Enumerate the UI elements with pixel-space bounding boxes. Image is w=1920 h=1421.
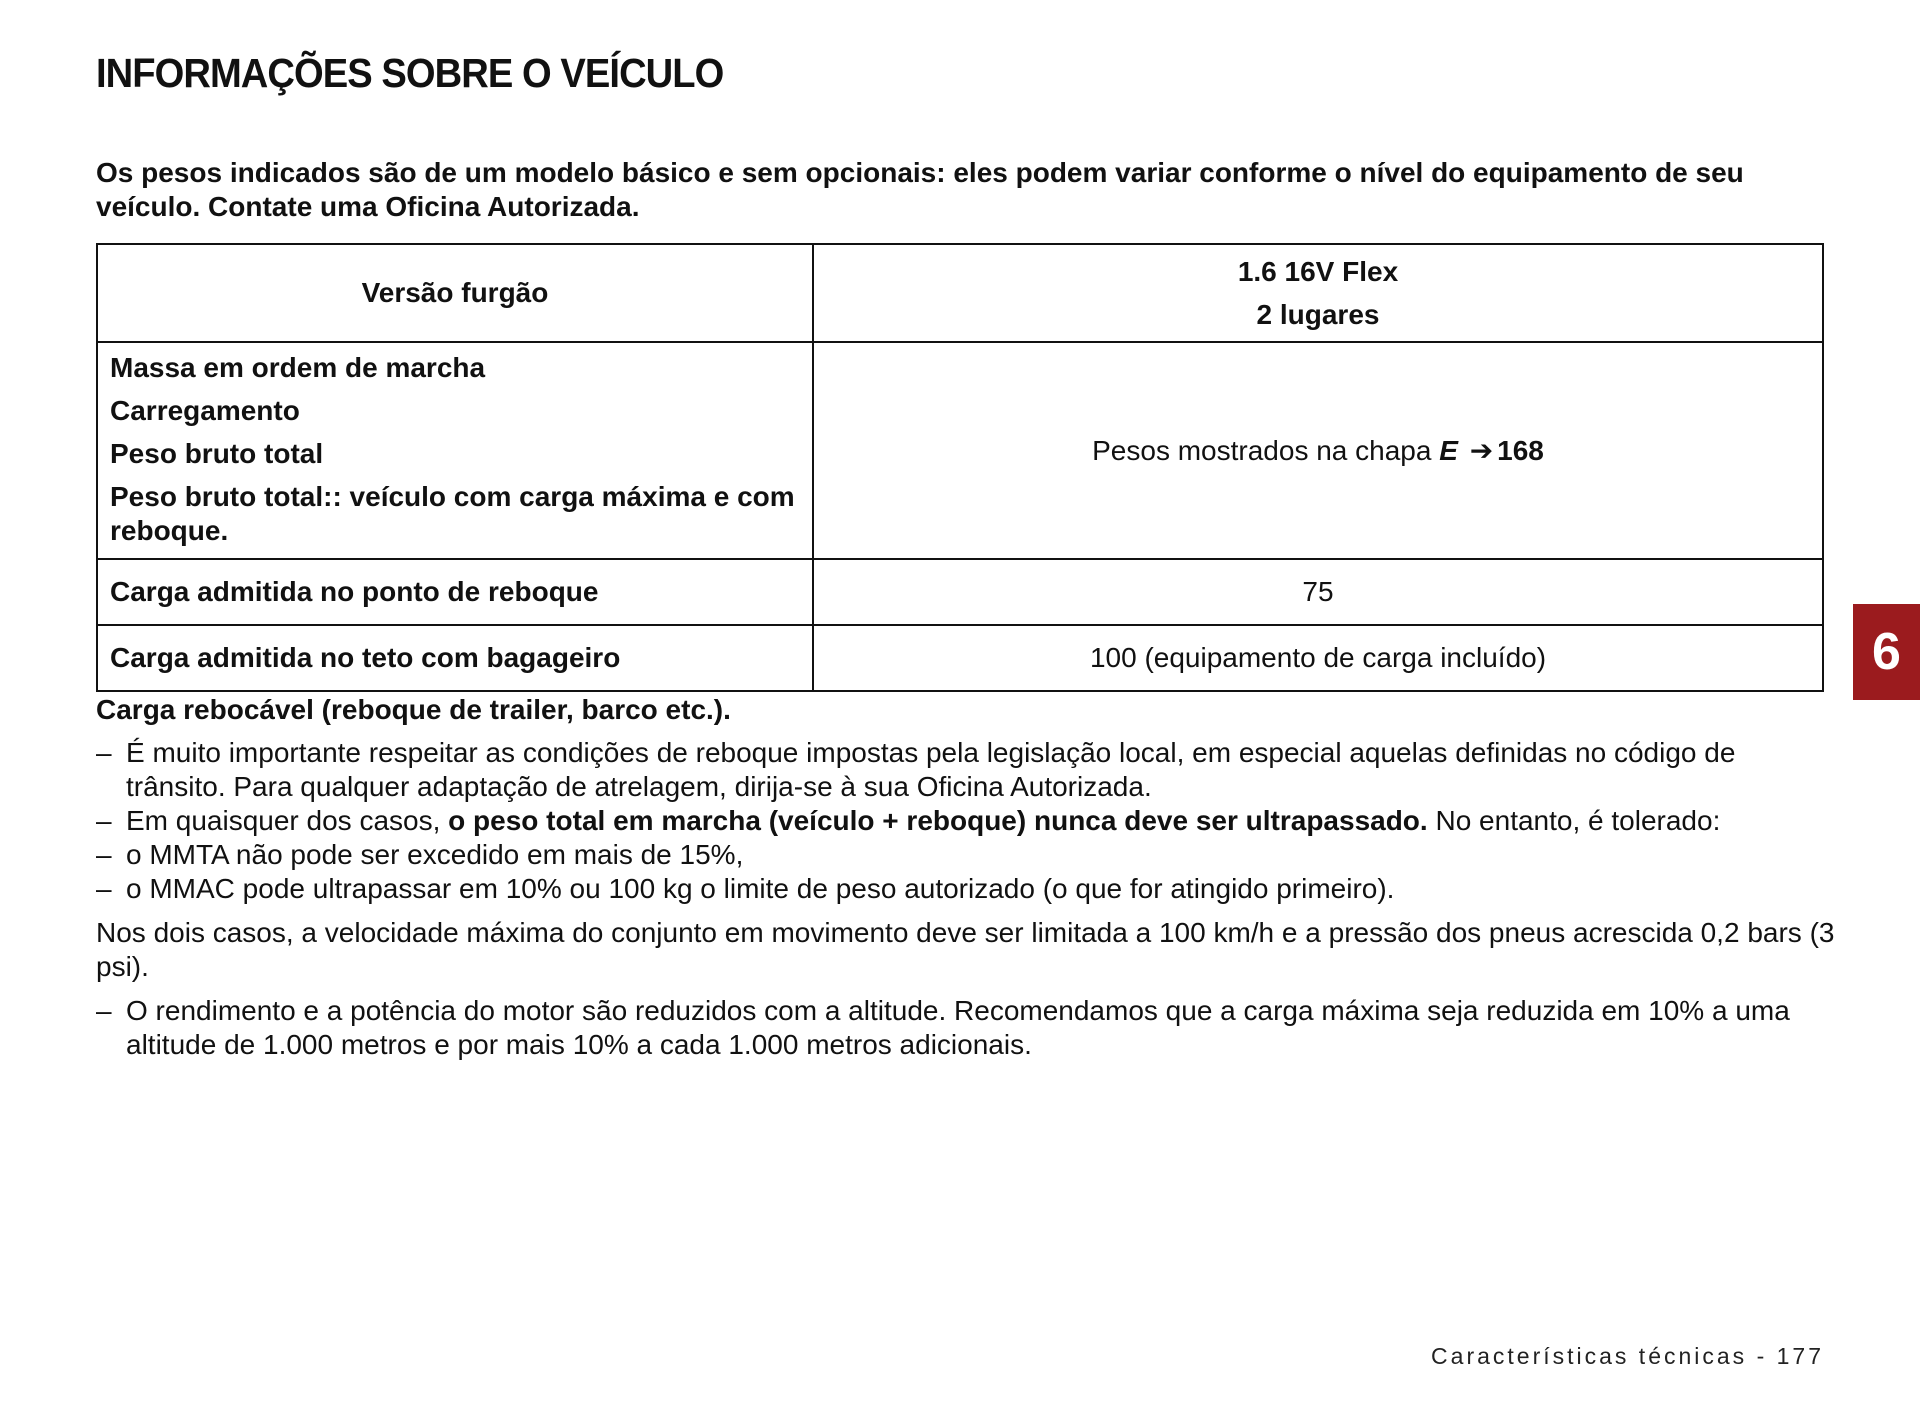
bullet-text: o MMTA não pode ser excedido em mais de 15%, — [126, 839, 744, 870]
table-row — [97, 559, 1823, 625]
bullet-prefix: Em quaisquer dos casos, — [126, 805, 441, 836]
bullet-suffix: No entanto, é tolerado: — [1435, 805, 1721, 836]
intro-paragraph: Os pesos indicados são de um modelo básico e sem opcionais: eles podem variar conforme o nível do equipamento de seu veículo. Contate uma Oficina Autorizada. — [96, 157, 1744, 222]
bullet-text: O rendimento e a potência do motor são reduzidos com a altitude. Recomendamos que a carga máxima seja reduzida em 10% a uma altitude de 1.000 metros e por mais 10% a cada 1.000 metros adicionais. — [126, 995, 1790, 1060]
table-header-row — [97, 244, 1823, 342]
dash-marker: – — [96, 995, 112, 1026]
header-seats-label: 2 lugares — [1256, 299, 1380, 330]
bullet-bold-warning: o peso total em marcha (veículo + reboque) nunca deve ser ultrapassado. — [448, 805, 1428, 836]
list-item — [96, 994, 1836, 1062]
weights-table — [96, 243, 1824, 692]
weights-labels-cell — [97, 342, 813, 559]
weights-value-text: Pesos mostrados na chapa — [1092, 434, 1432, 466]
dash-marker: – — [96, 873, 112, 904]
page-title: INFORMAÇÕES SOBRE O VEÍCULO — [96, 50, 724, 96]
list-item — [96, 736, 1836, 804]
page-reference-link[interactable]: 168 — [1497, 434, 1544, 466]
label-load: Carregamento — [110, 395, 300, 426]
towing-section — [96, 693, 1836, 1062]
table-row — [97, 625, 1823, 691]
arrow-right-icon: ➔ — [1469, 434, 1494, 466]
label-running-mass: Massa em ordem de marcha — [110, 352, 486, 383]
value-tow-point-load: 75 — [813, 559, 1823, 625]
header-version-cell — [97, 244, 813, 342]
plate-letter: E — [1439, 434, 1458, 466]
value-roof-load: 100 (equipamento de carga incluído) — [813, 625, 1823, 691]
header-engine-cell — [813, 244, 1823, 342]
label-tow-point-load: Carga admitida no ponto de reboque — [97, 559, 813, 625]
list-item — [96, 804, 1836, 838]
bullet-text — [126, 804, 1720, 838]
table-row-weights-group — [97, 342, 1823, 559]
header-engine-label: 1.6 16V Flex — [1237, 256, 1399, 287]
page-footer: Características técnicas - 177 — [1431, 1343, 1824, 1369]
label-gross-weight-towing: Peso bruto total:: veículo com carga máxima e com reboque. — [110, 481, 795, 546]
bullet-text: o MMAC pode ultrapassar em 10% ou 100 kg o limite de peso autorizado (o que for atingido primeiro). — [126, 873, 1395, 904]
bullet-text: É muito importante respeitar as condições de reboque impostas pela legislação local, em especial aquelas definidas no código de trânsito. Para qualquer adaptação de atrelagem, dirija-se à sua Oficina Autorizada. — [126, 737, 1736, 802]
dash-marker: – — [96, 805, 112, 836]
towing-heading: Carga rebocável (reboque de trailer, barco etc.). — [96, 694, 731, 725]
list-item — [96, 838, 1836, 872]
speed-paragraph: Nos dois casos, a velocidade máxima do conjunto em movimento deve ser limitada a 100 km/h e a pressão dos pneus acrescida 0,2 bars (3 psi). — [96, 917, 1835, 982]
chapter-number: 6 — [1872, 623, 1901, 681]
dash-marker: – — [96, 839, 112, 870]
label-roof-load: Carga admitida no teto com bagageiro — [97, 625, 813, 691]
list-item — [96, 872, 1836, 906]
chapter-tab[interactable] — [1853, 604, 1920, 700]
weights-value-cell — [813, 342, 1823, 559]
label-gross-weight: Peso bruto total — [110, 438, 324, 469]
dash-marker: – — [96, 737, 112, 768]
header-version-label: Versão furgão — [361, 277, 549, 308]
